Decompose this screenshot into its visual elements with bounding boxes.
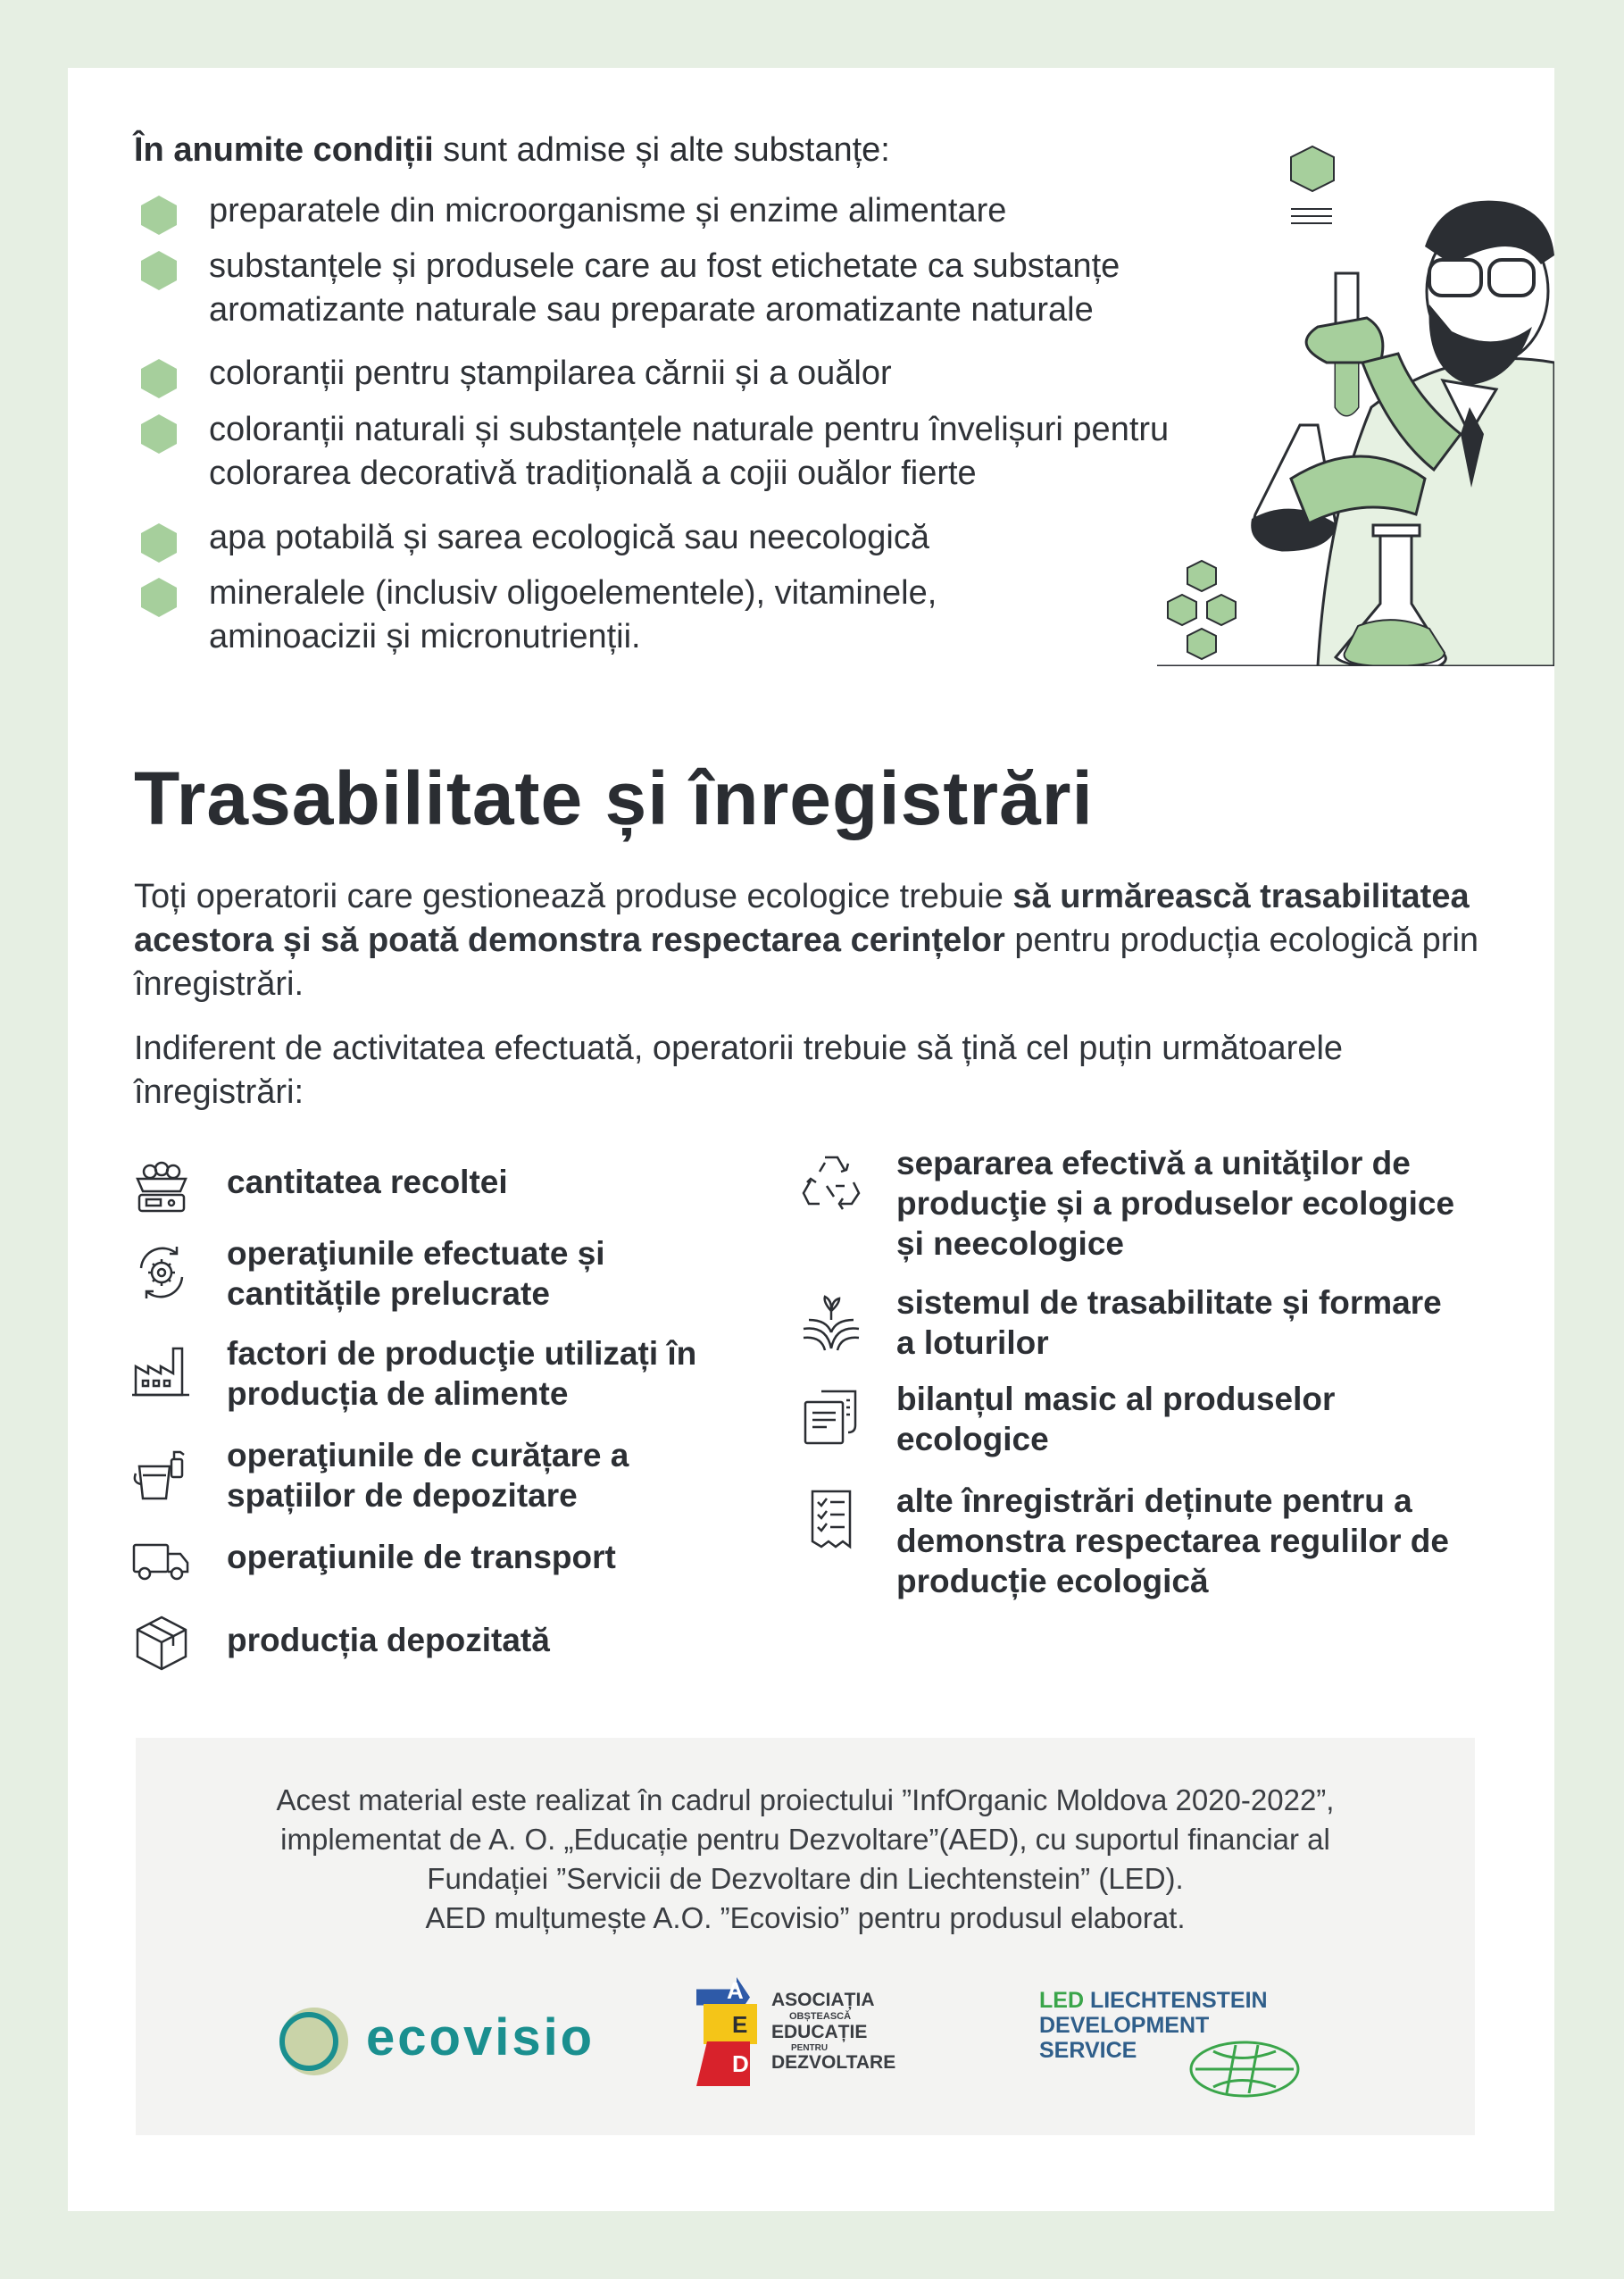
bullet-hex-icon: [141, 523, 177, 563]
cleaning-bucket-icon: [130, 1443, 193, 1506]
record-item: operaţiunile de transport: [227, 1539, 616, 1575]
page: [68, 68, 1554, 2211]
globe-icon: [1187, 2038, 1303, 2100]
record-item: separarea efectivă a unităţilor de producţie și a produselor ecologice și neecologice: [896, 1145, 1455, 1262]
intro-item: substanțele și produsele care au fost etichetate ca substanțe aromatizante naturale sau preparate aromatizante naturale: [209, 247, 1120, 329]
ecovisio-logo: ecovisio: [279, 2006, 618, 2077]
gear-cycle-icon: [130, 1241, 193, 1304]
record-item: cantitatea recoltei: [227, 1164, 508, 1200]
bullet-hex-icon: [141, 196, 177, 235]
intro-item: preparatele din microorganisme și enzime alimentare: [209, 192, 1007, 230]
intro-item: apa potabilă și sarea ecologică sau neecologică: [209, 519, 929, 556]
documents-icon: [800, 1386, 862, 1448]
intro-item: coloranții pentru ștampilarea cărnii și a ouălor: [209, 355, 892, 392]
record-item: bilanțul masic al produselor ecologice: [896, 1381, 1336, 1457]
intro-heading: În anumite condiții sunt admise și alte substanțe:: [134, 131, 890, 169]
truck-icon: [130, 1529, 193, 1591]
plant-icon: [800, 1293, 862, 1356]
scale-icon: [130, 1159, 193, 1222]
checklist-icon: [800, 1488, 862, 1550]
footer-box: [136, 1738, 1475, 2135]
bullet-hex-icon: [141, 251, 177, 290]
footer-text: Acest material este realizat în cadrul proiectului ”InfOrganic Moldova 2020-2022”, implementat de A. O. „Educație pentru Dezvoltare”(AED), cu suportul financiar al Fundației ”Servicii de Dezvoltare din Liechtenstein” (LED). AED mulțumește A.O. ”Ecovisio” pentru produsul elaborat.: [276, 1783, 1335, 1934]
box-icon: [130, 1612, 193, 1674]
record-item: sistemul de trasabilitate și formare a loturilor: [896, 1284, 1442, 1361]
intro-item: mineralele (inclusiv oligoelementele), vitaminele, aminoacizii și micronutrienții.: [209, 574, 937, 655]
section-paragraph-1: Toți operatorii care gestionează produse ecologice trebuie să urmărească trasabilitatea acestora și să poată demonstra respectarea cerințelor pentru producția ecologică prin înregistrări.: [134, 878, 1479, 1003]
intro-item: coloranții naturali și substanțele naturale pentru învelișuri pentru colorarea decorativă tradițională a cojii ouălor fierte: [209, 411, 1170, 492]
aed-logo: A E D ASOCIAȚIA OBȘTEASCĂ EDUCAȚIE PENTRU DEZVOLTARE: [696, 1977, 929, 2102]
led-logo: LED LIECHTENSTEIN DEVELOPMENT SERVICE: [1039, 1988, 1307, 2104]
bullet-hex-icon: [141, 359, 177, 398]
section-paragraph-2: Indiferent de activitatea efectuată, operatorii trebuie să țină cel puțin următoarele înregistrări:: [134, 1030, 1344, 1111]
record-item: alte înregistrări deținute pentru a demonstra respectarea regulilor de producție ecologică: [896, 1482, 1449, 1599]
scientist-illustration: [1157, 139, 1554, 666]
recycle-icon: [800, 1150, 862, 1213]
record-item: operaţiunile efectuate și cantitățile prelucrate: [227, 1235, 605, 1312]
record-item: factori de producţie utilizați în producția de alimente: [227, 1335, 697, 1412]
bullet-hex-icon: [141, 578, 177, 617]
record-item: producția depozitată: [227, 1622, 550, 1658]
bullet-hex-icon: [141, 414, 177, 454]
factory-icon: [130, 1340, 193, 1402]
record-item: operaţiunile de curățare a spațiilor de depozitare: [227, 1437, 629, 1514]
section-title: Trasabilitate și înregistrări: [134, 756, 1094, 840]
